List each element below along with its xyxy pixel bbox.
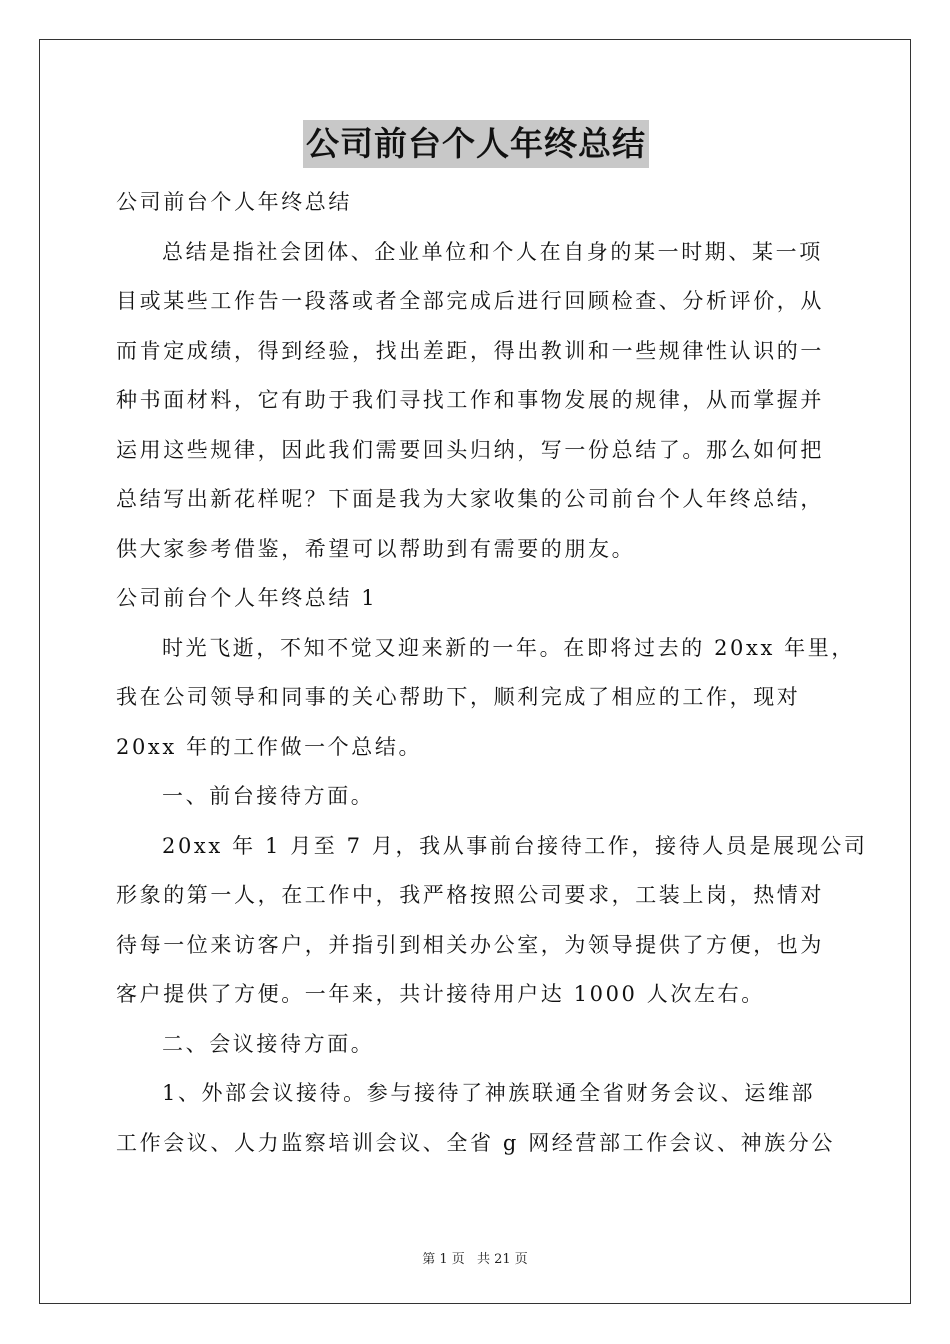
text-line: 形象的第一人，在工作中，我严格按照公司要求，工装上岗，热情对 bbox=[116, 883, 824, 907]
text-line: 一、前台接待方面。 bbox=[162, 784, 375, 808]
text-line: 目或某些工作告一段落或者全部完成后进行回顾检查、分析评价，从 bbox=[116, 289, 824, 313]
document-body bbox=[116, 120, 868, 1168]
document-title: 公司前台个人年终总结 bbox=[303, 120, 649, 168]
text-line: 1、外部会议接待。参与接待了神族联通全省财务会议、运维部 bbox=[162, 1081, 816, 1105]
text-line: 20xx 年的工作做一个总结。 bbox=[116, 734, 423, 759]
text-line: 我在公司领导和同事的关心帮助下，顺利完成了相应的工作，现对 bbox=[116, 685, 801, 709]
title-wrap bbox=[116, 120, 836, 178]
text-line: 总结写出新花样呢？下面是我为大家收集的公司前台个人年终总结， bbox=[116, 487, 824, 511]
text-line: 20xx 年 1 月至 7 月，我从事前台接待工作，接待人员是展现公司 bbox=[162, 833, 868, 858]
text-line: 工作会议、人力监察培训会议、全省 g 网经营部工作会议、神族分公 bbox=[116, 1130, 835, 1155]
text-line: 客户提供了方便。一年来，共计接待用户达 1000 人次左右。 bbox=[116, 982, 765, 1006]
text-line: 而肯定成绩，得到经验，找出差距，得出教训和一些规律性认识的一 bbox=[116, 338, 824, 363]
page-total: 共 21 页 bbox=[476, 1252, 528, 1267]
page-footer bbox=[0, 1248, 950, 1267]
text-line: 二、会议接待方面。 bbox=[162, 1031, 375, 1056]
text-line: 种书面材料，它有助于我们寻找工作和事物发展的规律，从而掌握并 bbox=[116, 388, 824, 412]
text-line: 公司前台个人年终总结 bbox=[116, 190, 352, 214]
text-line: 时光飞逝，不知不觉又迎来新的一年。在即将过去的 20xx 年里， bbox=[162, 635, 855, 660]
text-line: 待每一位来访客户，并指引到相关办公室，为领导提供了方便，也为 bbox=[116, 932, 824, 957]
text-line: 公司前台个人年终总结 1 bbox=[116, 586, 378, 610]
text-line: 运用这些规律，因此我们需要回头归纳，写一份总结了。那么如何把 bbox=[116, 437, 824, 462]
page-number: 第 1 页 bbox=[422, 1252, 465, 1267]
text-line: 供大家参考借鉴，希望可以帮助到有需要的朋友。 bbox=[116, 536, 636, 561]
text-line: 总结是指社会团体、企业单位和个人在自身的某一时期、某一项 bbox=[162, 239, 823, 264]
paragraph-lines bbox=[116, 178, 868, 1168]
